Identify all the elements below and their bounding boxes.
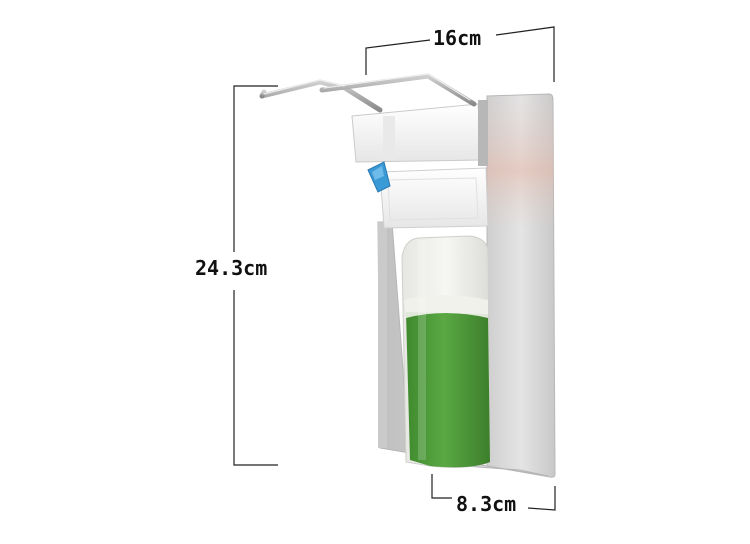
height-dimension-label: 24.3cm xyxy=(195,256,268,280)
width-dimension-right xyxy=(496,27,554,82)
pump-body xyxy=(380,168,488,228)
depth-dimension-right xyxy=(528,486,555,510)
height-dimension-bottom xyxy=(234,290,278,465)
depth-dimension-left xyxy=(432,474,452,498)
dispenser-backplate xyxy=(487,94,555,477)
width-dimension-label: 16cm xyxy=(433,26,482,50)
nozzle-tip-icon xyxy=(368,162,390,192)
lever-arm xyxy=(262,76,474,110)
width-dimension-left xyxy=(366,40,430,75)
soap-bottle xyxy=(402,236,490,467)
depth-dimension-label: 8.3cm xyxy=(456,492,517,516)
height-dimension-top xyxy=(234,86,278,252)
pump-head xyxy=(352,100,488,166)
